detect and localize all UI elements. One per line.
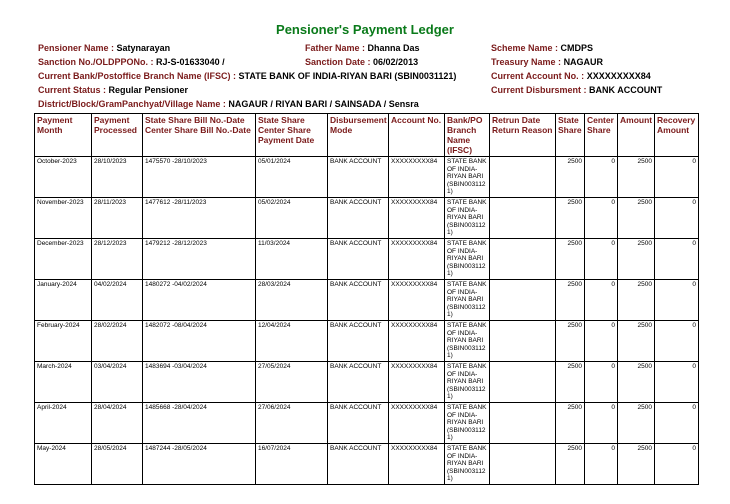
cell-payment-month: February-2024 bbox=[35, 321, 92, 362]
sanction-date-value: 06/02/2013 bbox=[373, 57, 419, 67]
cell-payment-processed: 28/04/2024 bbox=[92, 403, 143, 444]
treasury-name-value: NAGAUR bbox=[563, 57, 604, 67]
cell-disbursement-mode: BANK ACCOUNT bbox=[328, 403, 389, 444]
table-row bbox=[35, 239, 699, 280]
disbursement-value: BANK ACCOUNT bbox=[589, 85, 663, 95]
cell-payment-processed: 28/02/2024 bbox=[92, 321, 143, 362]
col-header: Disbursement Mode bbox=[328, 114, 389, 157]
payment-ledger-table bbox=[34, 113, 699, 485]
scheme-name-value: CMDPS bbox=[560, 43, 594, 53]
cell-account-no: XXXXXXXXX84 bbox=[389, 321, 445, 362]
col-header: Bank/PO Branch Name (IFSC) bbox=[445, 114, 490, 157]
cell-branch-name: STATE BANK OF INDIA-RIYAN BARI (SBIN003112 1) bbox=[445, 280, 490, 321]
cell-disbursement-mode: BANK ACCOUNT bbox=[328, 198, 389, 239]
sanction-no-value: RJ-S-01633040 / bbox=[156, 57, 225, 67]
cell-center-share: 0 bbox=[585, 157, 618, 198]
cell-state-share: 2500 bbox=[556, 362, 585, 403]
account-no-label: Current Account No. : bbox=[491, 71, 585, 81]
cell-return-reason bbox=[490, 444, 556, 485]
pensioner-name-label: Pensioner Name : bbox=[38, 43, 115, 53]
table-header-row bbox=[35, 114, 699, 157]
cell-center-share: 0 bbox=[585, 444, 618, 485]
cell-payment-date: 28/03/2024 bbox=[256, 280, 328, 321]
cell-account-no: XXXXXXXXX84 bbox=[389, 239, 445, 280]
cell-payment-month: December-2023 bbox=[35, 239, 92, 280]
cell-payment-processed: 03/04/2024 bbox=[92, 362, 143, 403]
cell-center-share: 0 bbox=[585, 321, 618, 362]
cell-disbursement-mode: BANK ACCOUNT bbox=[328, 157, 389, 198]
col-header: Center Share bbox=[585, 114, 618, 157]
cell-payment-date: 11/03/2024 bbox=[256, 239, 328, 280]
cell-center-share: 0 bbox=[585, 198, 618, 239]
scheme-name-label: Scheme Name : bbox=[491, 43, 559, 53]
cell-bill-no-date: 1480272 -04/02/2024 bbox=[143, 280, 256, 321]
treasury-name-field bbox=[491, 57, 603, 67]
cell-bill-no-date: 1482072 -08/04/2024 bbox=[143, 321, 256, 362]
cell-return-reason bbox=[490, 321, 556, 362]
cell-center-share: 0 bbox=[585, 280, 618, 321]
cell-bill-no-date: 1483694 -03/04/2024 bbox=[143, 362, 256, 403]
cell-recovery-amount: 0 bbox=[655, 198, 699, 239]
cell-bill-no-date: 1485668 -28/04/2024 bbox=[143, 403, 256, 444]
district-label: District/Block/GramPanchyat/Village Name : bbox=[38, 99, 226, 109]
cell-branch-name: STATE BANK OF INDIA-RIYAN BARI (SBIN003112 1) bbox=[445, 403, 490, 444]
cell-branch-name: STATE BANK OF INDIA-RIYAN BARI (SBIN003112 1) bbox=[445, 157, 490, 198]
cell-state-share: 2500 bbox=[556, 444, 585, 485]
table-row bbox=[35, 403, 699, 444]
cell-amount: 2500 bbox=[618, 444, 655, 485]
cell-state-share: 2500 bbox=[556, 198, 585, 239]
page-title: Pensioner's Payment Ledger bbox=[276, 22, 454, 37]
district-value: NAGAUR / RIYAN BARI / SAINSADA / Sensra bbox=[228, 99, 419, 109]
cell-recovery-amount: 0 bbox=[655, 444, 699, 485]
father-name-label: Father Name : bbox=[305, 43, 366, 53]
table-row bbox=[35, 444, 699, 485]
cell-amount: 2500 bbox=[618, 321, 655, 362]
disbursement-label: Current Disbursment : bbox=[491, 85, 587, 95]
cell-payment-date: 16/07/2024 bbox=[256, 444, 328, 485]
cell-recovery-amount: 0 bbox=[655, 239, 699, 280]
branch-label: Current Bank/Postoffice Branch Name (IFSC) : bbox=[38, 71, 237, 81]
table-row bbox=[35, 157, 699, 198]
cell-payment-month: October-2023 bbox=[35, 157, 92, 198]
table-row bbox=[35, 362, 699, 403]
col-header: Payment Month bbox=[35, 114, 92, 157]
cell-disbursement-mode: BANK ACCOUNT bbox=[328, 280, 389, 321]
status-field bbox=[38, 85, 188, 95]
cell-bill-no-date: 1487244 -28/05/2024 bbox=[143, 444, 256, 485]
sanction-date-label: Sanction Date : bbox=[305, 57, 371, 67]
cell-payment-date: 27/05/2024 bbox=[256, 362, 328, 403]
col-header: Retrun Date Return Reason bbox=[490, 114, 556, 157]
cell-payment-month: May-2024 bbox=[35, 444, 92, 485]
cell-account-no: XXXXXXXXX84 bbox=[389, 198, 445, 239]
cell-payment-month: November-2023 bbox=[35, 198, 92, 239]
cell-return-reason bbox=[490, 280, 556, 321]
cell-disbursement-mode: BANK ACCOUNT bbox=[328, 362, 389, 403]
cell-payment-date: 27/06/2024 bbox=[256, 403, 328, 444]
cell-return-reason bbox=[490, 362, 556, 403]
cell-recovery-amount: 0 bbox=[655, 280, 699, 321]
col-header: State Share bbox=[556, 114, 585, 157]
cell-amount: 2500 bbox=[618, 239, 655, 280]
cell-recovery-amount: 0 bbox=[655, 157, 699, 198]
branch-value: STATE BANK OF INDIA-RIYAN BARI (SBIN0031121) bbox=[238, 71, 457, 81]
cell-center-share: 0 bbox=[585, 239, 618, 280]
cell-state-share: 2500 bbox=[556, 280, 585, 321]
branch-field bbox=[38, 71, 456, 81]
cell-recovery-amount: 0 bbox=[655, 403, 699, 444]
status-value: Regular Pensioner bbox=[108, 85, 189, 95]
col-header: Recovery Amount bbox=[655, 114, 699, 157]
cell-disbursement-mode: BANK ACCOUNT bbox=[328, 444, 389, 485]
table-row bbox=[35, 198, 699, 239]
cell-payment-month: April-2024 bbox=[35, 403, 92, 444]
cell-account-no: XXXXXXXXX84 bbox=[389, 403, 445, 444]
cell-payment-date: 12/04/2024 bbox=[256, 321, 328, 362]
col-header: State Share Bill No.-Date Center Share Bill No.-Date bbox=[143, 114, 256, 157]
account-no-value: XXXXXXXXX84 bbox=[586, 71, 651, 81]
cell-return-reason bbox=[490, 239, 556, 280]
cell-payment-processed: 28/12/2023 bbox=[92, 239, 143, 280]
cell-payment-processed: 04/02/2024 bbox=[92, 280, 143, 321]
disbursement-field bbox=[491, 85, 662, 95]
table-row bbox=[35, 321, 699, 362]
father-name-value: Dhanna Das bbox=[367, 43, 420, 53]
cell-state-share: 2500 bbox=[556, 403, 585, 444]
cell-center-share: 0 bbox=[585, 403, 618, 444]
cell-bill-no-date: 1477612 -28/11/2023 bbox=[143, 198, 256, 239]
treasury-name-label: Treasury Name : bbox=[491, 57, 562, 67]
table-row bbox=[35, 280, 699, 321]
cell-account-no: XXXXXXXXX84 bbox=[389, 444, 445, 485]
col-header: Account No. bbox=[389, 114, 445, 157]
scheme-name-field bbox=[491, 43, 593, 53]
cell-state-share: 2500 bbox=[556, 239, 585, 280]
cell-branch-name: STATE BANK OF INDIA-RIYAN BARI (SBIN003112 1) bbox=[445, 239, 490, 280]
cell-payment-date: 05/02/2024 bbox=[256, 198, 328, 239]
pensioner-name-value: Satynarayan bbox=[116, 43, 171, 53]
cell-payment-processed: 28/11/2023 bbox=[92, 198, 143, 239]
cell-branch-name: STATE BANK OF INDIA-RIYAN BARI (SBIN003112 1) bbox=[445, 198, 490, 239]
cell-branch-name: STATE BANK OF INDIA-RIYAN BARI (SBIN003112 1) bbox=[445, 321, 490, 362]
district-field bbox=[38, 99, 419, 109]
cell-recovery-amount: 0 bbox=[655, 362, 699, 403]
col-header: Amount bbox=[618, 114, 655, 157]
cell-disbursement-mode: BANK ACCOUNT bbox=[328, 321, 389, 362]
status-label: Current Status : bbox=[38, 85, 107, 95]
cell-amount: 2500 bbox=[618, 157, 655, 198]
cell-payment-processed: 28/10/2023 bbox=[92, 157, 143, 198]
cell-payment-month: March-2024 bbox=[35, 362, 92, 403]
col-header: Payment Processed bbox=[92, 114, 143, 157]
cell-bill-no-date: 1479212 -28/12/2023 bbox=[143, 239, 256, 280]
cell-payment-processed: 28/05/2024 bbox=[92, 444, 143, 485]
cell-state-share: 2500 bbox=[556, 321, 585, 362]
cell-payment-date: 05/01/2024 bbox=[256, 157, 328, 198]
cell-payment-month: January-2024 bbox=[35, 280, 92, 321]
col-header: State Share Center Share Payment Date bbox=[256, 114, 328, 157]
cell-disbursement-mode: BANK ACCOUNT bbox=[328, 239, 389, 280]
cell-bill-no-date: 1475570 -28/10/2023 bbox=[143, 157, 256, 198]
sanction-no-label: Sanction No./OLDPPONo. : bbox=[38, 57, 154, 67]
cell-amount: 2500 bbox=[618, 198, 655, 239]
cell-return-reason bbox=[490, 157, 556, 198]
cell-amount: 2500 bbox=[618, 403, 655, 444]
cell-center-share: 0 bbox=[585, 362, 618, 403]
cell-account-no: XXXXXXXXX84 bbox=[389, 362, 445, 403]
sanction-date-field bbox=[305, 57, 418, 67]
cell-return-reason bbox=[490, 198, 556, 239]
cell-account-no: XXXXXXXXX84 bbox=[389, 280, 445, 321]
cell-amount: 2500 bbox=[618, 280, 655, 321]
father-name-field bbox=[305, 43, 420, 53]
cell-state-share: 2500 bbox=[556, 157, 585, 198]
sanction-no-field bbox=[38, 57, 225, 67]
account-no-field bbox=[491, 71, 651, 81]
cell-account-no: XXXXXXXXX84 bbox=[389, 157, 445, 198]
cell-amount: 2500 bbox=[618, 362, 655, 403]
cell-branch-name: STATE BANK OF INDIA-RIYAN BARI (SBIN003112 1) bbox=[445, 362, 490, 403]
cell-branch-name: STATE BANK OF INDIA-RIYAN BARI (SBIN003112 1) bbox=[445, 444, 490, 485]
pensioner-name-field bbox=[38, 43, 170, 53]
cell-recovery-amount: 0 bbox=[655, 321, 699, 362]
cell-return-reason bbox=[490, 403, 556, 444]
